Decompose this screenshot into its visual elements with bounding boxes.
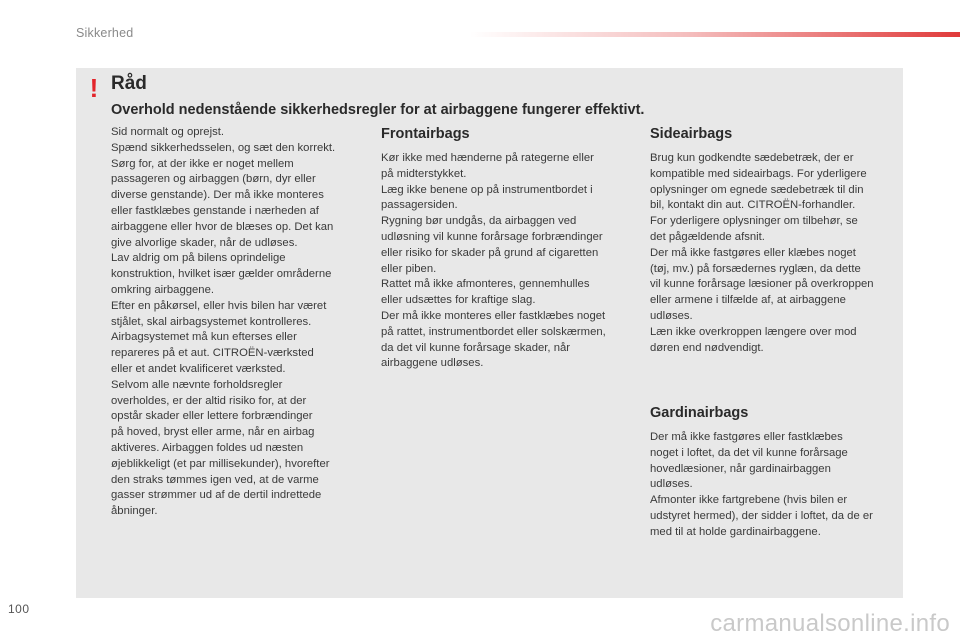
general-advice-column bbox=[111, 125, 361, 520]
curtain-airbags-column bbox=[650, 404, 900, 541]
text-line: stjålet, skal airbagsystemet kontrolleres. bbox=[111, 315, 312, 328]
panel-subtitle: Overhold nedenstående sikkerhedsregler for at airbaggene fungerer effektivt. bbox=[111, 102, 645, 118]
text-line: Der må ikke fastgøres eller fastklæbes bbox=[650, 431, 843, 443]
text-line: Læn ikke overkroppen længere over mod bbox=[650, 325, 857, 338]
text-line: passageren og airbaggen (børn, dyr eller bbox=[111, 173, 316, 186]
text-line: Rygning bør undgås, da airbaggen ved bbox=[381, 215, 577, 228]
text-line: gasser strømmer ud af de dertil indrettede bbox=[111, 489, 322, 502]
text-line: Selvom alle nævnte forholdsregler bbox=[111, 378, 283, 391]
text-line: Efter en påkørsel, eller hvis bilen har været bbox=[111, 299, 327, 312]
text-line: på hoved, bryst eller arme, når en airbag bbox=[111, 426, 315, 439]
text-line: Airbagsystemet må kun efterses eller bbox=[111, 331, 297, 344]
text-line: repareres på et aut. CITROËN-værksted bbox=[111, 347, 314, 360]
text-line: For yderligere oplysninger om tilbehør, se bbox=[650, 215, 858, 228]
text-line: Spænd sikkerhedsselen, og sæt den korrekt. bbox=[111, 141, 336, 154]
text-line: Sid normalt og oprejst. bbox=[111, 126, 225, 138]
text-line: udstyret hermed), der sidder i loftet, da de er bbox=[650, 509, 873, 522]
text-line: oplysninger om egnede sædebetræk til din bbox=[650, 183, 864, 196]
text-line: udløses. bbox=[650, 309, 693, 322]
side-airbags-heading: Sideairbags bbox=[650, 126, 733, 142]
curtain-airbags-heading: Gardinairbags bbox=[650, 405, 749, 421]
text-line: noget i loftet, da det vil kunne forårsage bbox=[650, 446, 848, 459]
warning-exclamation-icon: ! bbox=[89, 73, 99, 103]
text-line: med til at holde gardinairbaggene. bbox=[650, 525, 821, 538]
text-line: passagersiden. bbox=[381, 199, 458, 212]
text-line: eller udsættes for kraftige slag. bbox=[381, 294, 536, 307]
text-line: Læg ikke benene op på instrumentbordet i bbox=[381, 183, 593, 196]
section-label: Sikkerhed bbox=[76, 26, 134, 40]
text-line: (tøj, mv.) på forsædernes ryglæn, da dette bbox=[650, 262, 861, 275]
text-line: på midterstykket. bbox=[381, 167, 467, 180]
text-line: overholdes, er der altid risiko for, at der bbox=[111, 394, 307, 407]
text-line: udløses. bbox=[650, 478, 693, 491]
text-line: give alvorlige skader, når de udløses. bbox=[111, 236, 298, 249]
text-line: Der må ikke fastgøres eller klæbes noget bbox=[650, 246, 856, 259]
text-line: øjeblikkeligt (et par millisekunder), hvorefter bbox=[111, 457, 330, 470]
text-line: på rattet, instrumentbordet eller solskærmen, bbox=[381, 325, 606, 338]
text-line: eller armene i tilfælde af, at airbaggene bbox=[650, 294, 846, 307]
text-line: eller et andet kvalificeret værksted. bbox=[111, 362, 286, 375]
watermark: carmanualsonline.info bbox=[710, 610, 950, 637]
text-line: Brug kun godkendte sædebetræk, der er bbox=[650, 152, 854, 164]
text-line: udløsning vil kunne forårsage forbrændinger bbox=[381, 230, 603, 243]
text-line: eller piben. bbox=[381, 262, 437, 275]
header-accent-bar bbox=[470, 32, 960, 37]
side-airbags-column bbox=[650, 125, 900, 356]
text-line: døren end nødvendigt. bbox=[650, 341, 764, 354]
text-line: åbninger. bbox=[111, 505, 158, 518]
text-line: Sørg for, at der ikke er noget mellem bbox=[111, 157, 294, 170]
text-line: Afmonter ikke fartgrebene (hvis bilen er bbox=[650, 494, 848, 507]
text-line: den straks tømmes igen ved, at de varme bbox=[111, 473, 319, 486]
text-line: Kør ikke med hænderne på rategerne eller bbox=[381, 152, 594, 164]
text-line: airbaggene eller hvor de blæses op. Det kan bbox=[111, 220, 334, 233]
text-line: Lav aldrig om på bilens oprindelige bbox=[111, 252, 286, 265]
general-advice-text bbox=[111, 125, 361, 520]
text-line: omkring airbaggene. bbox=[111, 283, 214, 296]
front-airbags-text bbox=[381, 151, 631, 372]
text-line: kompatible med sideairbags. For yderligere bbox=[650, 167, 867, 180]
text-line: bil, kontakt din aut. CITROËN-forhandler. bbox=[650, 199, 856, 212]
front-airbags-column bbox=[381, 125, 631, 372]
page-number: 100 bbox=[8, 602, 30, 616]
curtain-airbags-text bbox=[650, 430, 900, 541]
text-line: konstruktion, hvilket især gælder områderne bbox=[111, 268, 332, 281]
text-line: opstår skader eller lettere forbrændinger bbox=[111, 410, 313, 423]
text-line: vil kunne forårsage læsioner på overkroppen bbox=[650, 278, 874, 291]
text-line: eller risiko for skader på grund af cigaretten bbox=[381, 246, 599, 259]
text-line: da det vil kunne forårsage skader, når bbox=[381, 341, 571, 354]
text-line: airbaggene udløses. bbox=[381, 357, 484, 370]
text-line: aktiveres. Airbaggen foldes ud næsten bbox=[111, 441, 304, 454]
text-line: hovedlæsioner, når gardinairbaggen bbox=[650, 462, 831, 475]
side-airbags-text bbox=[650, 151, 900, 356]
text-line: diverse genstande). Der må ikke monteres bbox=[111, 189, 324, 202]
panel-title: Råd bbox=[111, 73, 147, 94]
text-line: eller fastklæbes genstande i nærheden af bbox=[111, 204, 319, 217]
text-line: Rattet må ikke afmonteres, gennemhulles bbox=[381, 278, 590, 291]
text-line: det pågældende afsnit. bbox=[650, 230, 765, 243]
text-line: Der må ikke monteres eller fastklæbes noget bbox=[381, 309, 606, 322]
front-airbags-heading: Frontairbags bbox=[381, 126, 470, 142]
